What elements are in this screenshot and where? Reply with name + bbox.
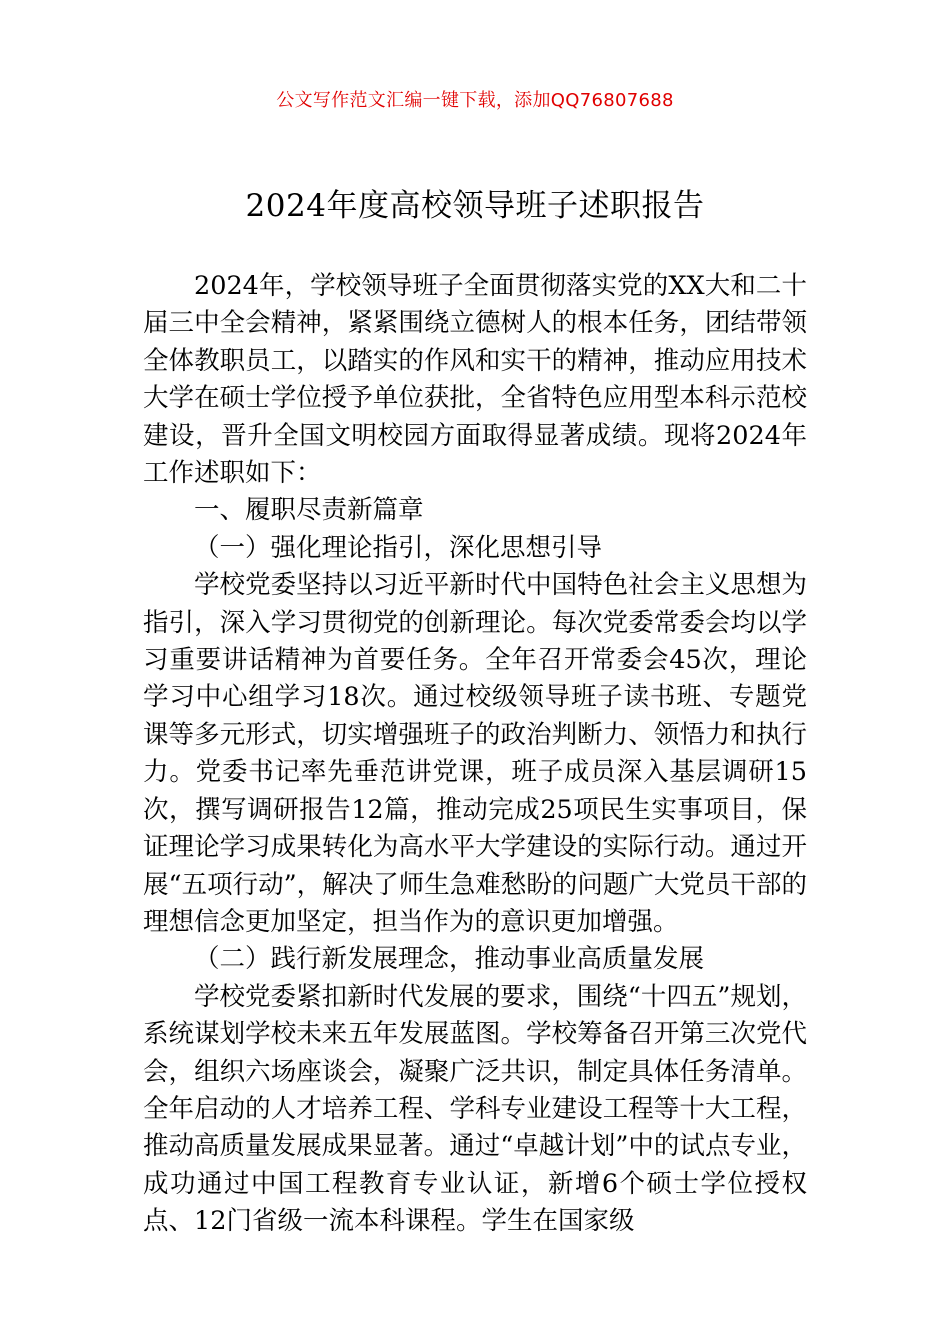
subsection-heading-2: （二）践行新发展理念，推动事业高质量发展: [194, 944, 705, 975]
subsection-heading-1: （一）强化理论指引，深化思想引导: [194, 532, 603, 563]
download-banner: 公文写作范文汇编一键下载，添加QQ76807688: [276, 90, 674, 111]
section-heading-1: 一、履职尽责新篇章: [194, 495, 424, 526]
body-paragraph-2: 学校党委紧扣新时代发展的要求，围绕“十四五”规划，系统谋划学校未来五年发展蓝图。学校筹备召开第三次党代会，组织六场座谈会，凝聚广泛共识，制定具体任务清单。全年启动的人才培养工程、学科专业建设工程等十大工程，推动高质量发展成果显著。通过“卓越计划”中的试点专业，成功通过中国工程教育专业认证，新增6个硕士学位授权点、12门省级一流本科课程。学生在国家级: [143, 981, 807, 1237]
intro-paragraph: 2024年，学校领导班子全面贯彻落实党的XX大和二十届三中全会精神，紧紧围绕立德树人的根本任务，团结带领全体教职员工，以踏实的作风和实干的精神，推动应用技术大学在硕士学位授予单位获批，全省特色应用型本科示范校建设，晋升全国文明校园方面取得显著成绩。现将2024年工作述职如下：: [143, 271, 807, 489]
document-body: [143, 268, 807, 1241]
body-paragraph-1: 学校党委坚持以习近平新时代中国特色社会主义思想为指引，深入学习贯彻党的创新理论。每次党委常委会均以学习重要讲话精神为首要任务。全年召开常委会45次，理论学习中心组学习18次。通过校级领导班子读书班、专题党课等多元形式，切实增强班子的政治判断力、领悟力和执行力。党委书记率先垂范讲党课，班子成员深入基层调研15次，撰写调研报告12篇，推动完成25项民生实事项目，保证理论学习成果转化为高水平大学建设的实际行动。通过开展“五项行动”，解决了师生急难愁盼的问题广大党员干部的理想信念更加坚定，担当作为的意识更加增强。: [143, 570, 807, 937]
document-title: 2024年度高校领导班子述职报告: [245, 188, 705, 224]
